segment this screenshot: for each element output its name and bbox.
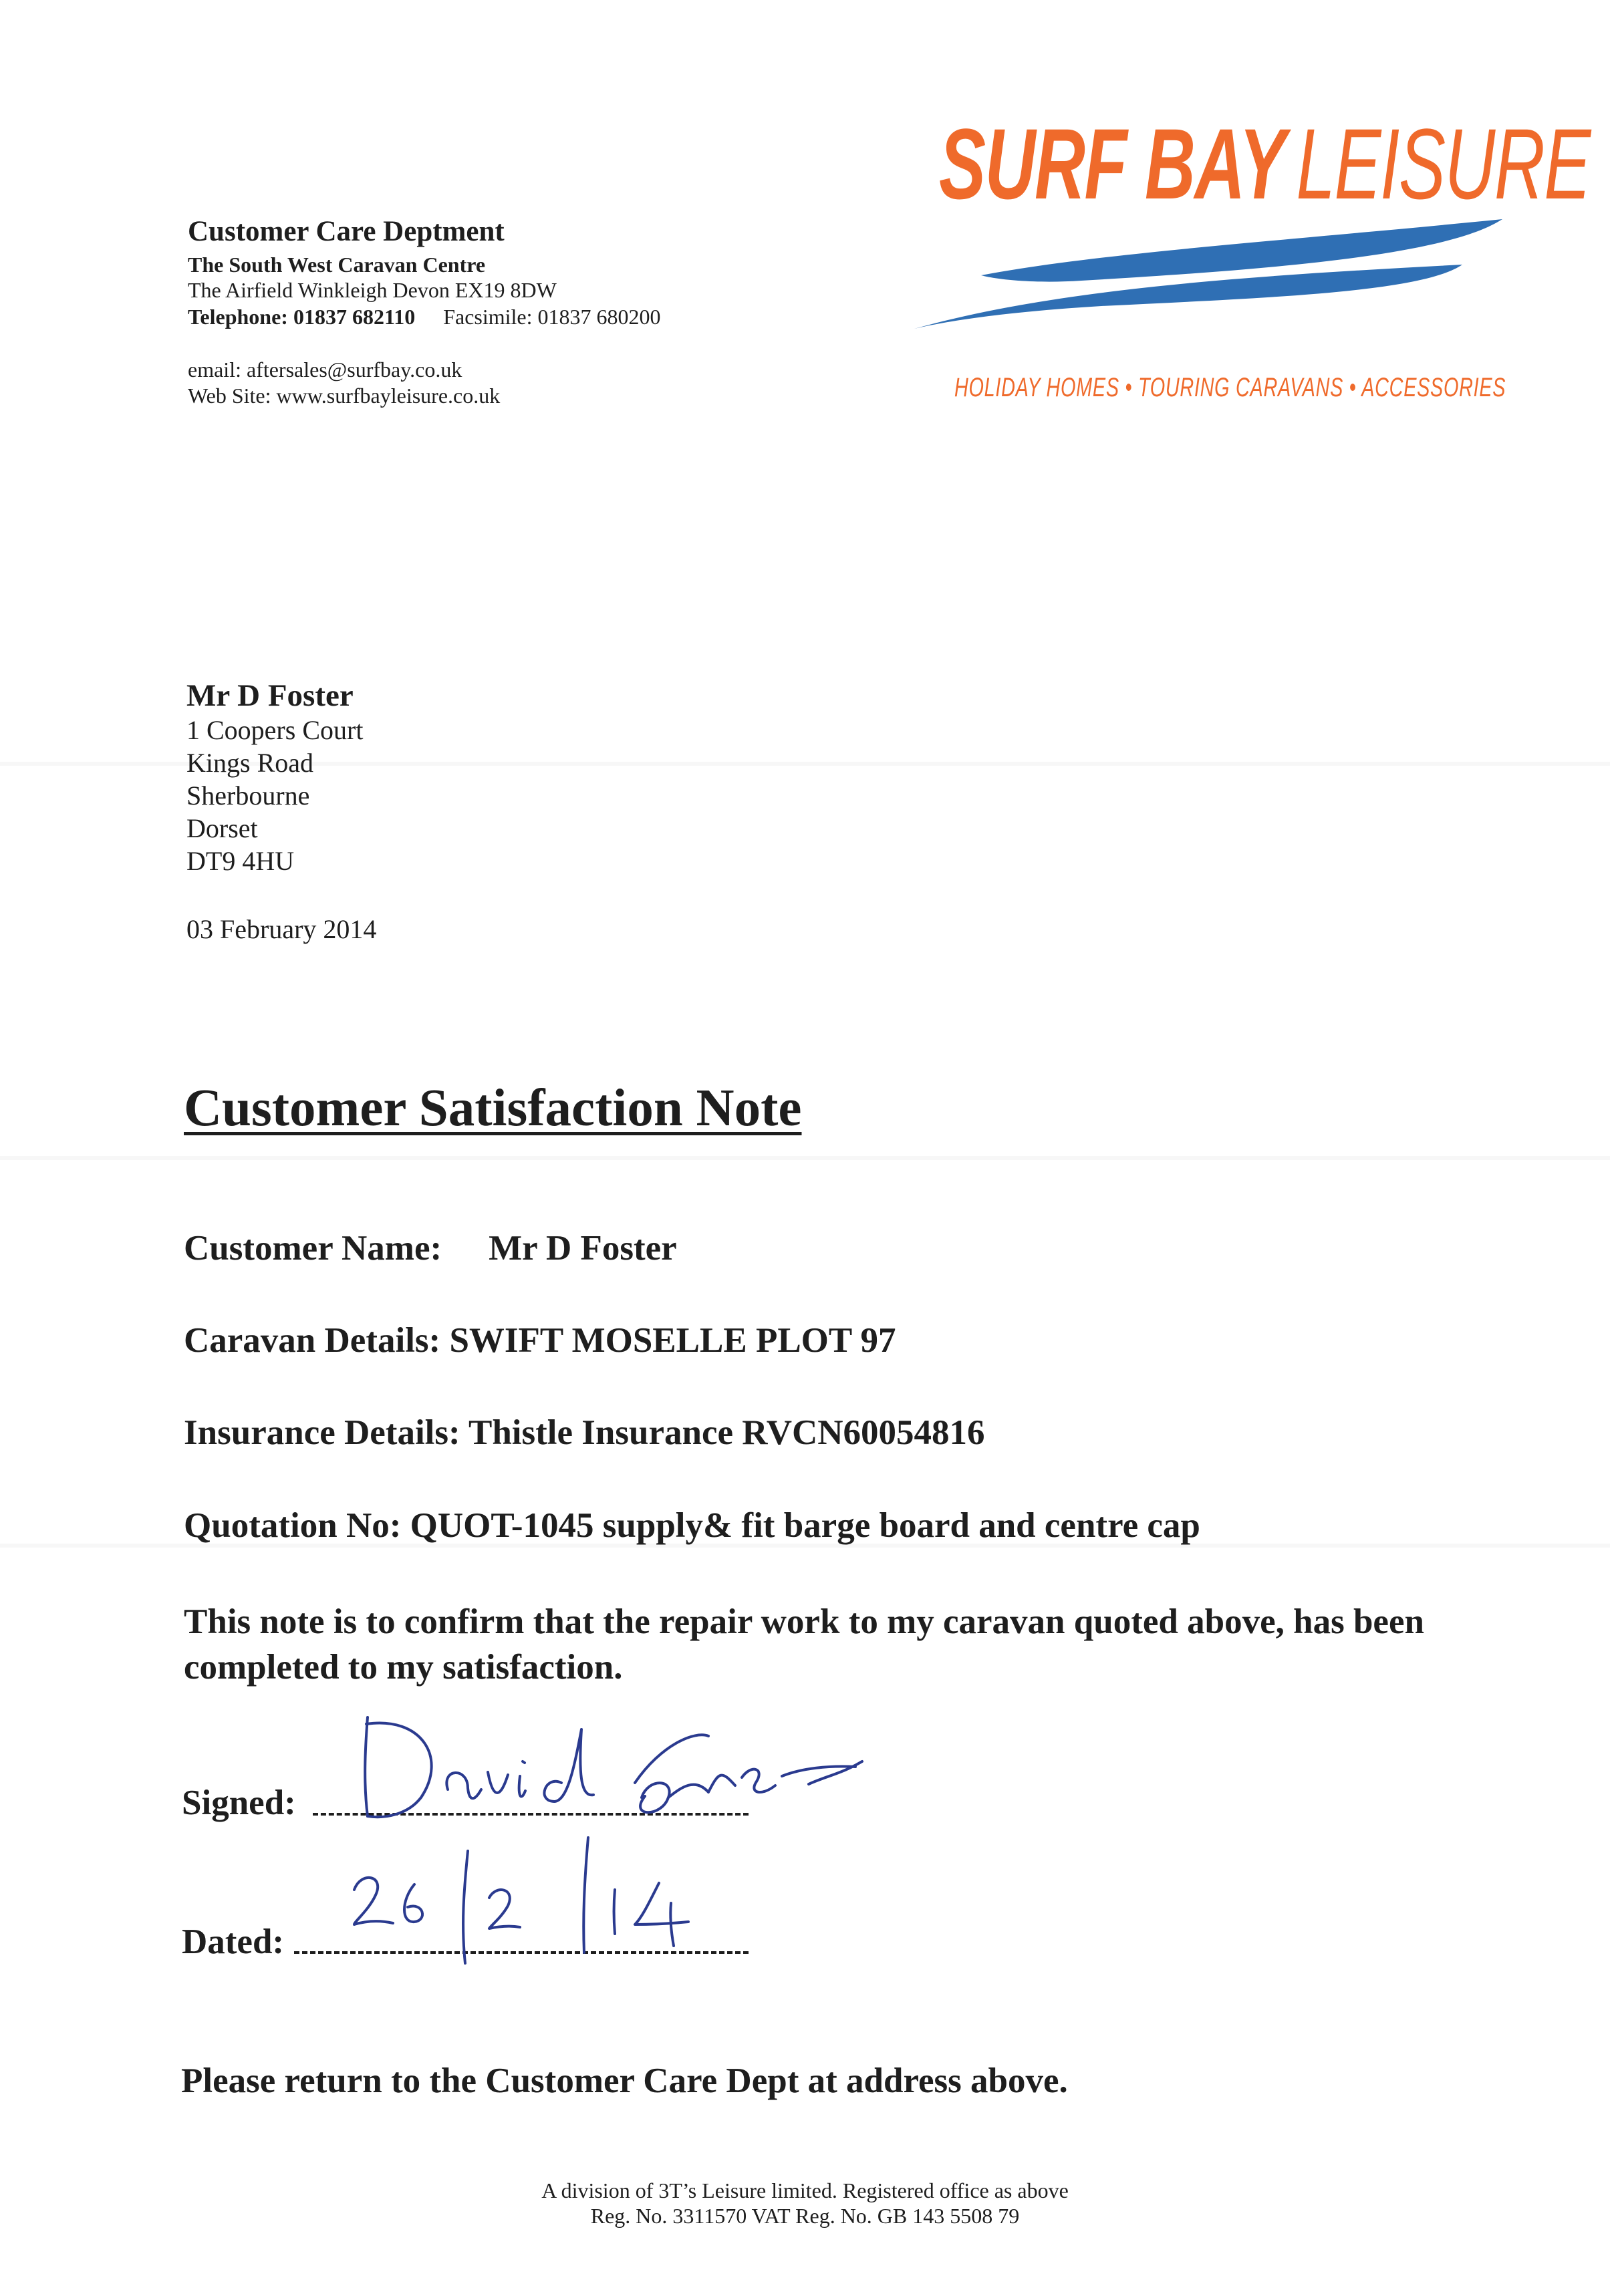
footer-registration: Reg. No. 3311570 VAT Reg. No. GB 143 5508 79 bbox=[590, 2204, 1020, 2228]
logo-tagline: HOLIDAY HOMES • TOURING CARAVANS • ACCESSORIES bbox=[954, 373, 1506, 402]
sender-company: The South West Caravan Centre bbox=[188, 253, 486, 277]
sender-telephone: Telephone: 01837 682110 bbox=[188, 305, 416, 329]
sender-department: Customer Care Deptment bbox=[188, 216, 505, 247]
scan-artifact bbox=[0, 1156, 1610, 1160]
recipient-address-line: Sherbourne bbox=[186, 780, 310, 811]
logo-waves-icon bbox=[914, 214, 1502, 334]
dated-label: Dated: bbox=[182, 1922, 285, 1961]
sender-facsimile: Facsimile: 01837 680200 bbox=[443, 305, 661, 329]
return-instruction: Please return to the Customer Care Dept at address above. bbox=[181, 2061, 1068, 2100]
sender-email: email: aftersales@surfbay.co.uk bbox=[188, 357, 462, 382]
quotation-details: Quotation No: QUOT-1045 supply& fit barge board and centre cap bbox=[184, 1506, 1200, 1545]
company-logo bbox=[939, 108, 1591, 220]
sender-address: The Airfield Winkleigh Devon EX19 8DW bbox=[188, 278, 557, 302]
logo-wordmark-bold: SURF BAY bbox=[939, 108, 1285, 220]
customer-name-field bbox=[184, 1228, 677, 1268]
handwritten-signature bbox=[348, 1704, 882, 1838]
confirmation-statement: This note is to confirm that the repair work to my caravan quoted above, has been completed to my satisfaction. bbox=[184, 1602, 1424, 1687]
recipient-name: Mr D Foster bbox=[186, 678, 354, 713]
insurance-details: Insurance Details: Thistle Insurance RVCN60054816 bbox=[184, 1413, 985, 1452]
footer-company-info: A division of 3T’s Leisure limited. Registered office as above bbox=[541, 2178, 1069, 2202]
recipient-address-line: 1 Coopers Court bbox=[186, 715, 364, 745]
recipient-address-line: Dorset bbox=[186, 813, 258, 843]
handwritten-date bbox=[341, 1831, 715, 1965]
letter-date: 03 February 2014 bbox=[186, 914, 377, 944]
sender-contact bbox=[188, 305, 661, 329]
customer-name-value: Mr D Foster bbox=[489, 1229, 677, 1268]
note-title: Customer Satisfaction Note bbox=[184, 1079, 802, 1137]
customer-name-label: Customer Name: bbox=[184, 1229, 442, 1268]
sender-website: Web Site: www.surfbayleisure.co.uk bbox=[188, 384, 501, 408]
recipient-address-line: Kings Road bbox=[186, 748, 313, 778]
signed-label: Signed: bbox=[182, 1783, 296, 1822]
logo-wordmark-light: LEISURE bbox=[1296, 108, 1591, 220]
caravan-details: Caravan Details: SWIFT MOSELLE PLOT 97 bbox=[184, 1321, 896, 1360]
recipient-address-line: DT9 4HU bbox=[186, 846, 295, 876]
